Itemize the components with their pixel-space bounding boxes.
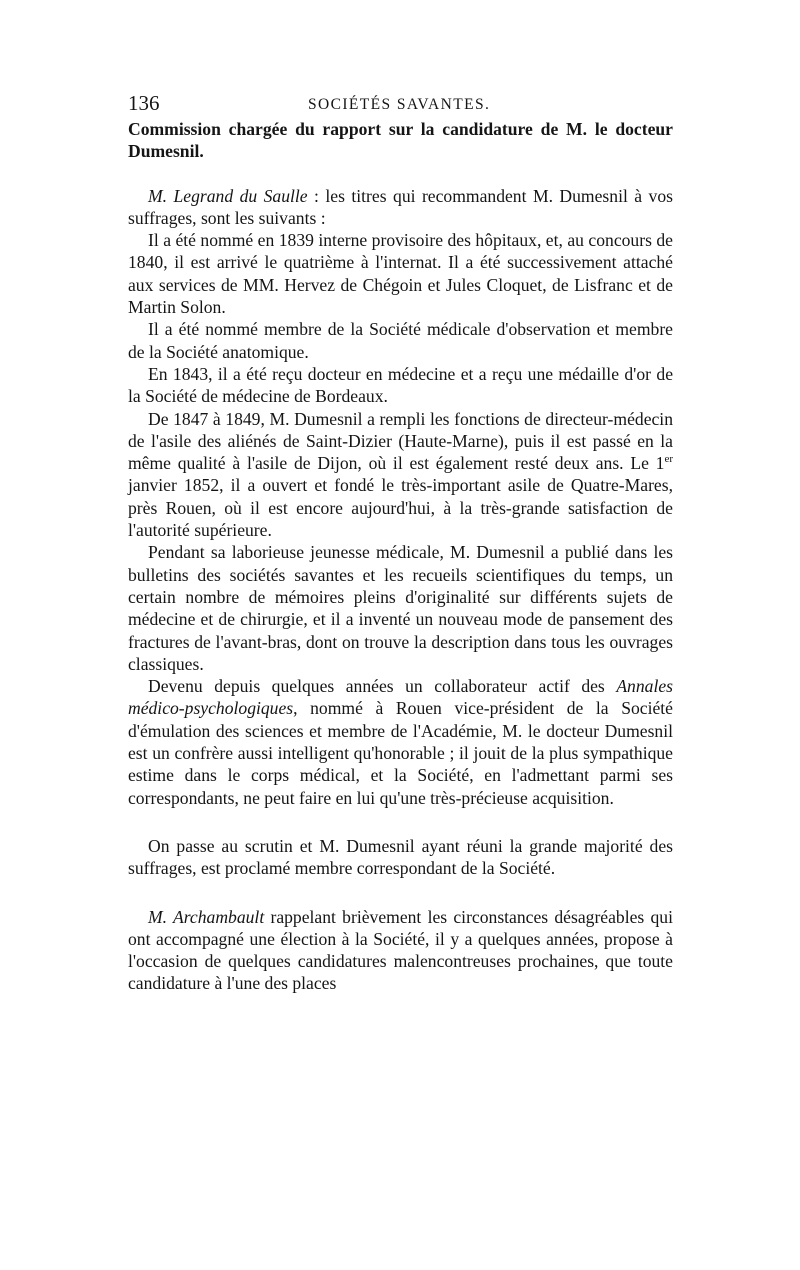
book-page [128,88,673,1148]
carriere-text-2: janvier 1852, il a ouvert et fondé le très-important asile de Quatre-Mares, près Rouen, où il est encore aujourd'hui, à la très-grande satisfaction de l'autorité supérieure. [128,475,673,541]
vote-paragraph: On passe au scrutin et M. Dumesnil ayant réuni la grande majorité des suffrages, est proclamé membre correspondant de la Société. [128,835,673,879]
archambault-paragraph [128,906,673,995]
spacer [128,809,673,835]
archambault-text: rappelant brièvement les circonstances désagréables qui ont accompagné une élection à la Société, il y a quelques années, propose à l'occasion de quelques candidatures malencontreuses prochaines, que toute candidature à l'une des places [128,906,673,994]
spacer [128,880,673,906]
carriere-text-1: De 1847 à 1849, M. Dumesnil a rempli les fonctions de directeur-médecin de l'asile des aliénés de Saint-Dizier (Haute-Marne), puis il est passé en la même qualité à l'asile de Dijon, où il est également resté deux ans. Le 1 [128,408,673,474]
vote-section [128,835,673,880]
page-number: 136 [128,91,160,115]
journal-title: Annales médico-psychologiques [128,676,673,719]
annales-text-1: Devenu depuis quelques années un collaborateur actif des [148,676,617,697]
commission-heading [128,118,673,163]
speaker-archambault: M. Archambault [148,906,265,927]
paragraph-annales [128,675,673,809]
paragraph-carriere [128,408,673,542]
legrand-intro-text: : les titres qui recommandent M. Dumesnil à vos suffrages, sont les suivants : [128,185,673,228]
paragraph-doctorat: En 1843, il a été reçu docteur en médecine et a reçu une médaille d'or de la Société de médecine de Bordeaux. [128,363,673,407]
paragraph-societe-medicale: Il a été nommé membre de la Société médicale d'observation et membre de la Société anatomique. [128,319,673,362]
paragraph-internat: Il a été nommé en 1839 interne provisoire des hôpitaux, et, au concours de 1840, il est arrivé le quatrième à l'internat. Il a été successivement attaché aux services de MM. Hervez de Chégoin et Jules Cloquet, de Lisfranc et de Martin Solon. [128,230,673,318]
commission-text: Commission chargée du rapport sur la candidature de M. le docteur Dumesnil. [128,119,673,162]
spacer [128,163,673,185]
running-title: SOCIÉTÉS SAVANTES. [308,96,491,113]
speaker-legrand: M. Legrand du Saulle [148,185,308,206]
paragraph-publications: Pendant sa laborieuse jeunesse médicale, M. Dumesnil a publié dans les bulletins des sociétés savantes et les recueils scientifiques du temps, un certain nombre de mémoires pleins d'originalité sur différents sujets de médecine et de chirurgie, et il a inventé un nouveau mode de pansement des fractures de l'avant-bras, dont on trouve la description dans tous les ouvrages classiques. [128,542,673,674]
archambault-section [128,906,673,995]
annales-text-2: , nommé à Rouen vice-président de la Société d'émulation des sciences et membre de l'Académie, M. le docteur Dumesnil est un confrère aussi intelligent qu'honorable ; il jouit de la plus sympathique estime dans le corps médical, et la Société, en l'admettant parmi ses correspondants, ne peut faire en lui qu'une très-précieuse acquisition. [128,698,673,808]
legrand-report [128,185,673,809]
legrand-intro-paragraph [128,185,673,230]
running-head [128,88,673,118]
superscript-er: er [664,453,673,466]
